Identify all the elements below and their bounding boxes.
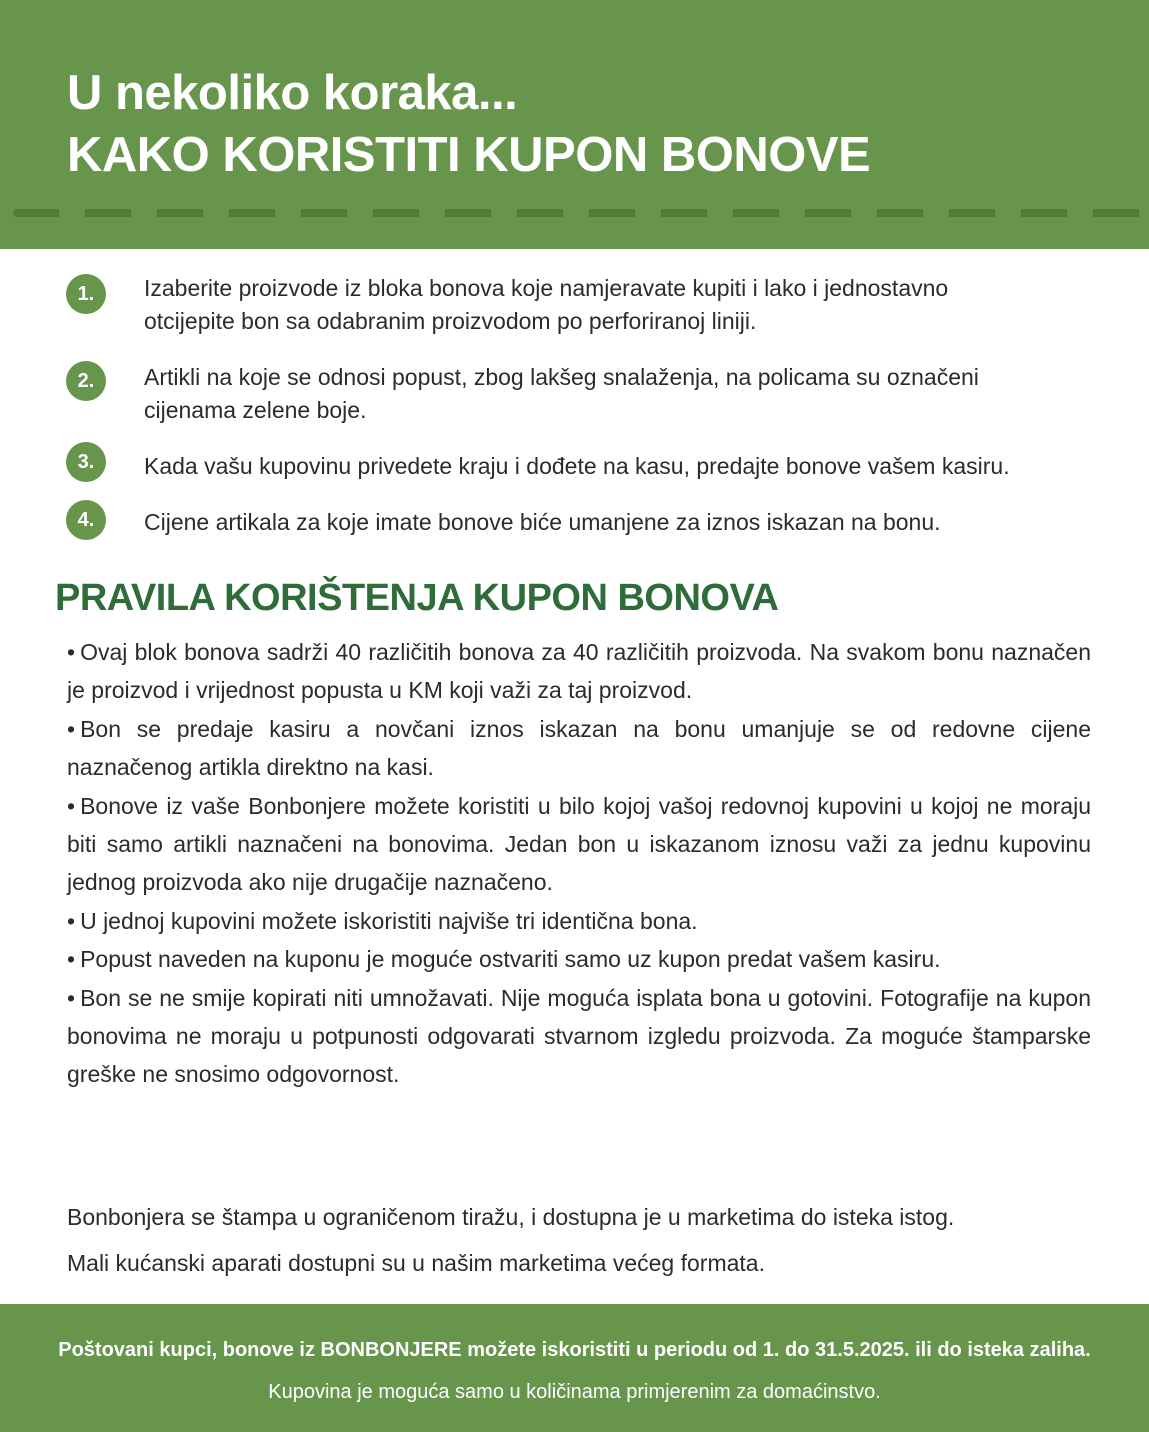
step-number-badge: 1. — [66, 274, 106, 314]
print-run-note: Bonbonjera se štampa u ograničenom tiražu, i dostupna je u marketima do isteka istog. — [67, 1204, 955, 1230]
rules-list — [67, 633, 1091, 1094]
rule-item: • U jednoj kupovini možete iskoristiti najviše tri identična bona. — [67, 902, 1091, 940]
page-header — [0, 0, 1149, 249]
step-text: Izaberite proizvode iz bloka bonova koje namjeravate kupiti i lako i jednostavno otcijepite bon sa odabranim proizvodom po perforiranoj liniji. — [144, 275, 949, 334]
step-number-badge: 4. — [66, 500, 106, 540]
rules-heading: PRAVILA KORIŠTENJA KUPON BONOVA — [55, 577, 779, 619]
page-title-line-2: KAKO KORISTITI KUPON BONOVE — [67, 128, 871, 182]
rule-item: • Bonove iz vaše Bonbonjere možete koristiti u bilo kojoj vašoj redovnoj kupovini u kojoj ne moraju biti samo artikli naznačeni na bonovima. Jedan bon u iskazanom iznosu važi za jednu kupovinu jednog proizvoda ako nije drugačije naznačeno. — [67, 787, 1091, 902]
footer-quantity-note: Kupovina je moguća samo u količinama primjerenim za domaćinstvo. — [268, 1381, 881, 1403]
rule-item: • Ovaj blok bonova sadrži 40 različitih bonova za 40 različitih proizvoda. Na svakom bonu naznačen je proizvod i vrijednost popusta u KM koji važi za taj proizvod. — [67, 633, 1091, 710]
step-number-badge: 3. — [66, 442, 106, 482]
step-text: Cijene artikala za koje imate bonove biće umanjene za iznos iskazan na bonu. — [144, 509, 941, 535]
page-title — [67, 62, 870, 186]
appliances-note: Mali kućanski aparati dostupni su u našim marketima većeg formata. — [67, 1250, 765, 1276]
perforation-line — [13, 209, 1149, 217]
rule-item: • Bon se ne smije kopirati niti umnožavati. Nije moguća isplata bona u gotovini. Fotografije na kupon bonovima ne moraju u potpunosti odgovarati stvarnom izgledu proizvoda. Za moguće štamparske greške ne snosimo odgovornost. — [67, 979, 1091, 1094]
step-number-badge: 2. — [66, 361, 106, 401]
rule-item: • Bon se predaje kasiru a novčani iznos iskazan na bonu umanjuje se od redovne cijene naznačenog artikla direktno na kasi. — [67, 710, 1091, 787]
page-footer — [0, 1304, 1149, 1432]
page-title-line-1: U nekoliko koraka... — [67, 66, 518, 120]
footer-validity-text: Poštovani kupci, bonove iz BONBONJERE možete iskoristiti u periodu od 1. do 31.5.2025. ili do isteka zaliha. — [58, 1339, 1091, 1361]
step-text: Kada vašu kupovinu privedete kraju i dođete na kasu, predajte bonove vašem kasiru. — [144, 453, 1010, 479]
rule-item: • Popust naveden na kuponu je moguće ostvariti samo uz kupon predat vašem kasiru. — [67, 940, 1091, 978]
step-text: Artikli na koje se odnosi popust, zbog lakšeg snalaženja, na policama su označeni cijenama zelene boje. — [144, 364, 979, 423]
